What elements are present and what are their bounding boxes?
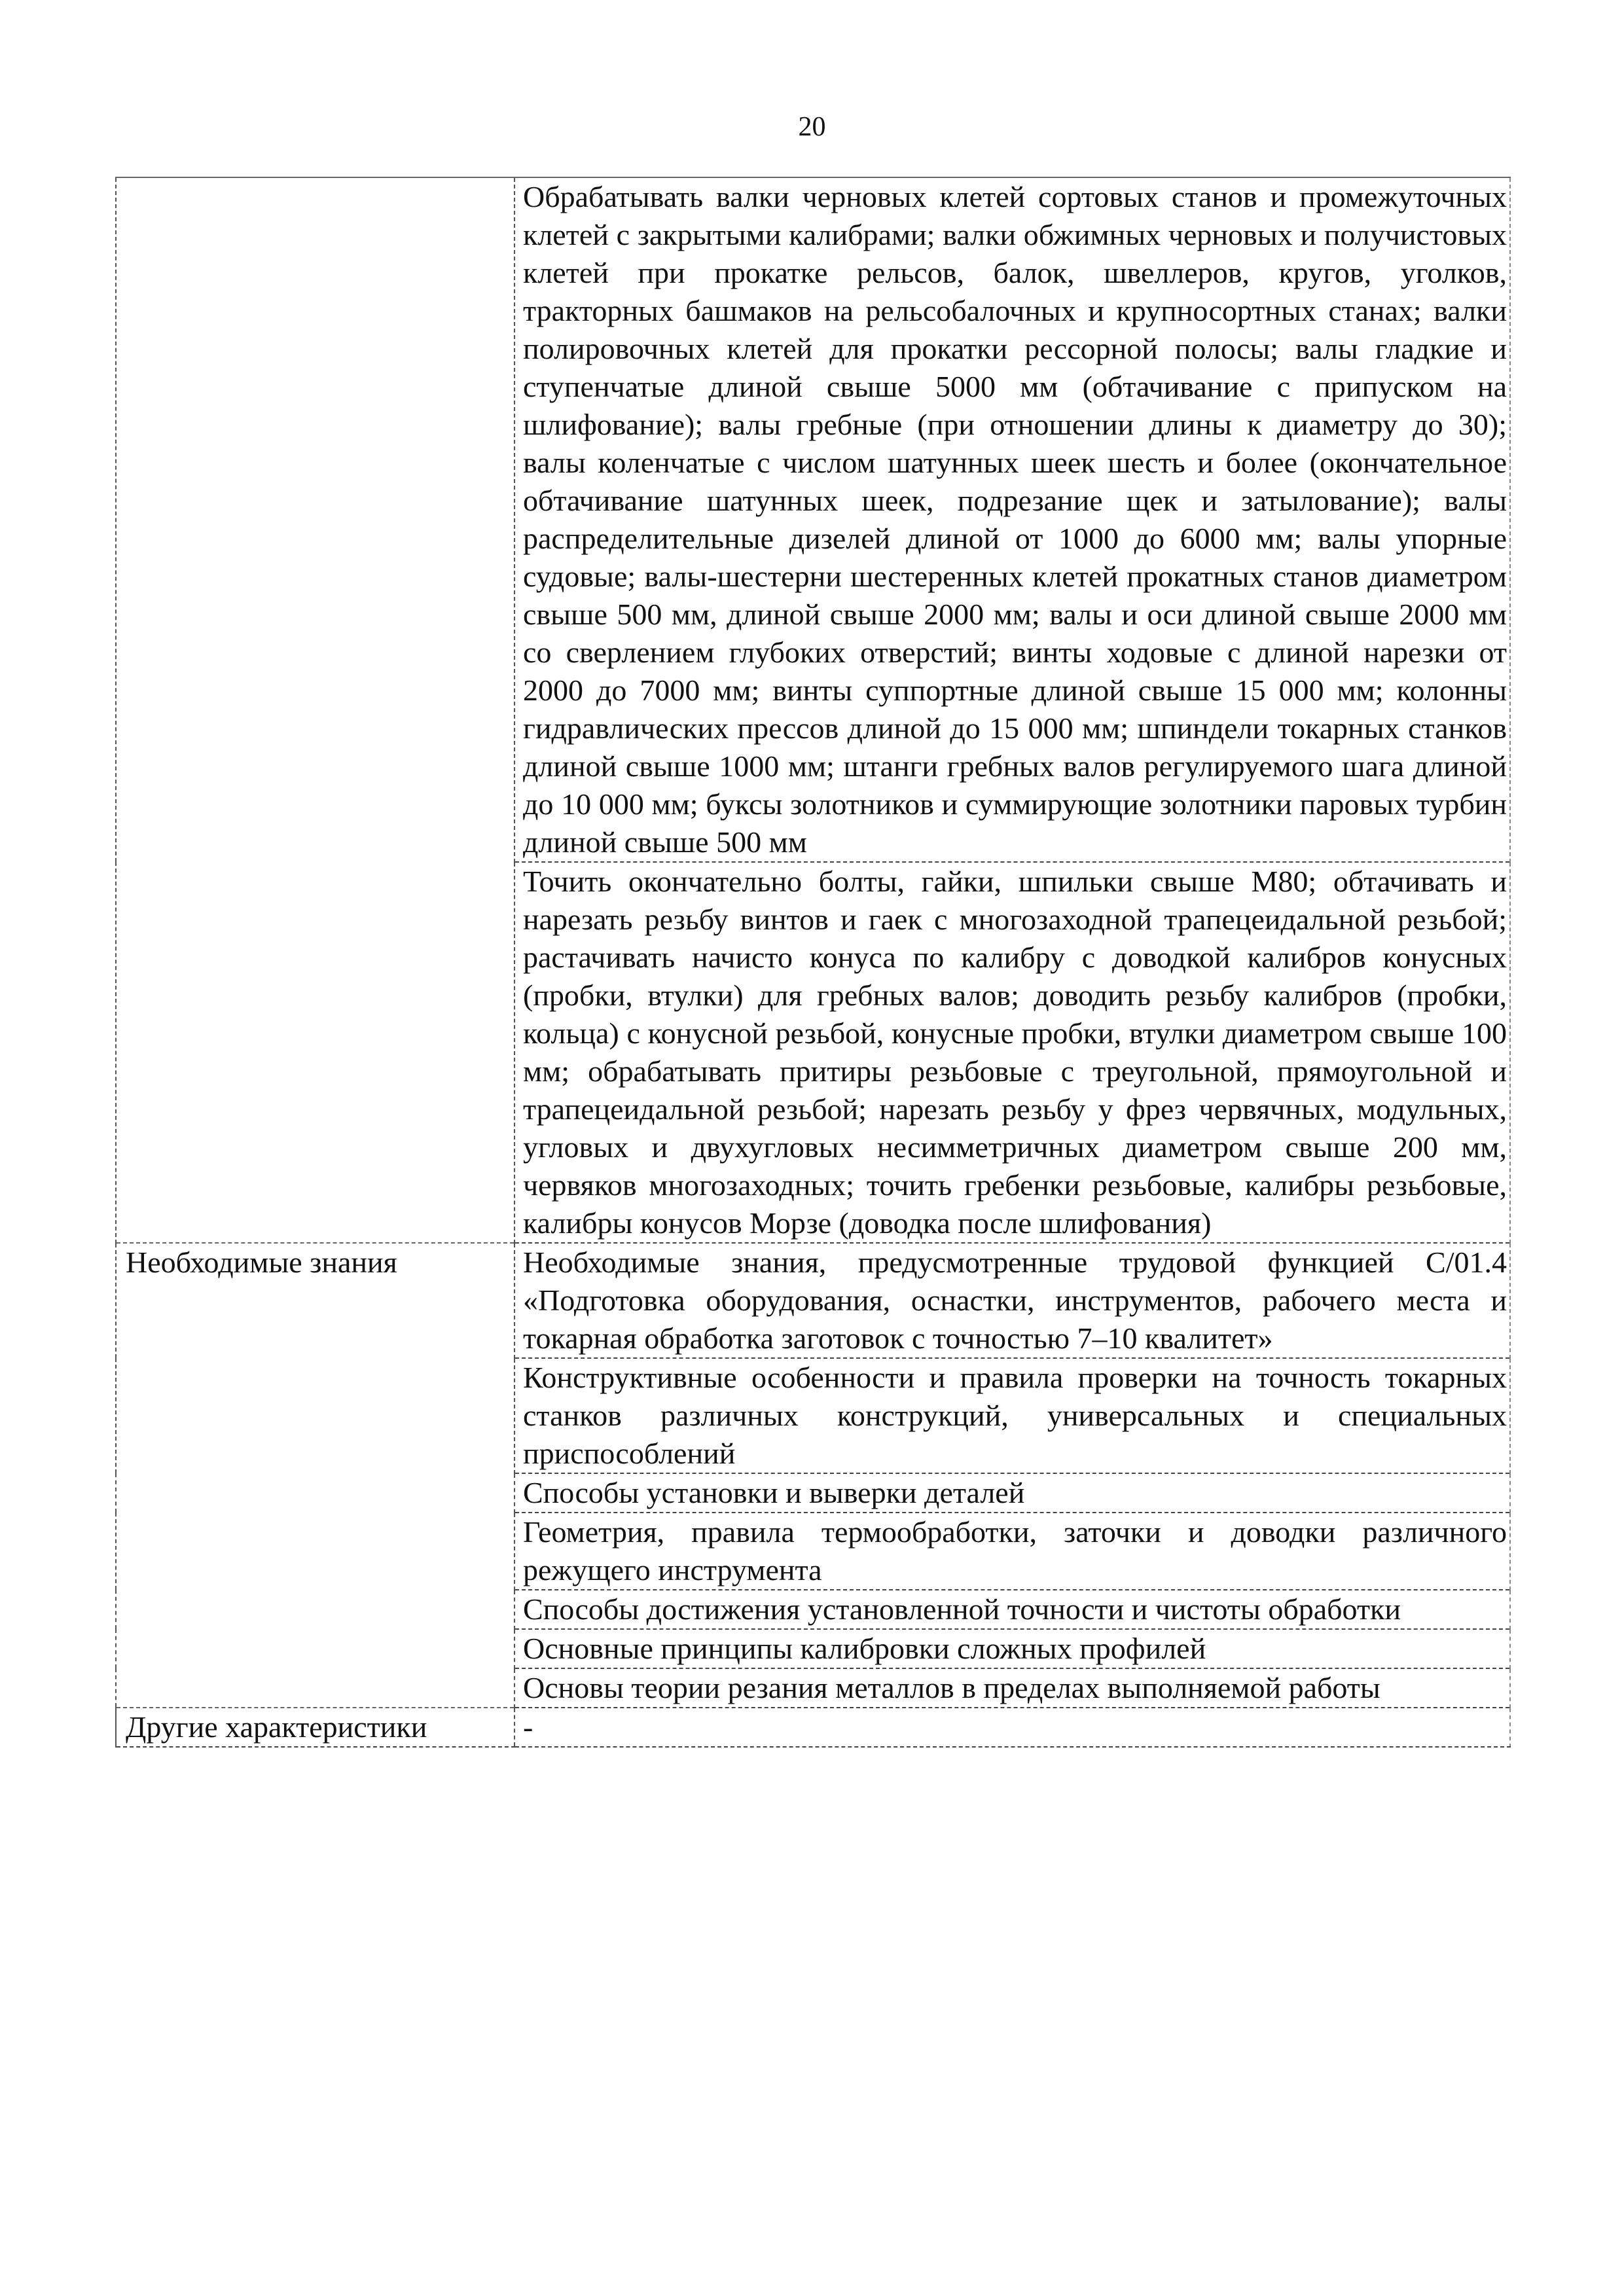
page-number: 20: [798, 112, 826, 142]
skills-label-cell: [116, 177, 514, 1243]
competency-table: [115, 177, 1511, 1748]
knowledge-item: Необходимые знания, предусмотренные трудовой функцией C/01.4 «Подготовка оборудования, оснастки, инструментов, рабочего места и токарная обработка заготовок с точностью 7–10 квалитет»: [514, 1243, 1510, 1358]
knowledge-item: Конструктивные особенности и правила проверки на точность токарных станков различных конструкций, универсальных и специальных приспособлений: [514, 1358, 1510, 1473]
knowledge-item: Способы установки и выверки деталей: [514, 1473, 1510, 1513]
skill-item: Обрабатывать валки черновых клетей сортовых станов и промежуточных клетей с закрытыми калибрами; валки обжимных черновых и получистовых клетей при прокатке рельсов, балок, швеллеров, кругов, уголков, тракторных башмаков на рельсобалочных и крупносортных станах; валки полировочных клетей для прокатки рессорной полосы; валы гладкие и ступенчатые длиной свыше 5000 мм (обтачивание с припуском на шлифование); валы гребные (при отношении длины к диаметру до 30); валы коленчатые с числом шатунных шеек шесть и более (окончательное обтачивание шатунных шеек, подрезание щек и затылование); валы распределительные дизелей длиной от 1000 до 6000 мм; валы упорные судовые; валы-шестерни шестеренных клетей прокатных станов диаметром свыше 500 мм, длиной свыше 2000 мм; валы и оси длиной свыше 2000 мм со сверлением глубоких отверстий; винты ходовые с длиной нарезки от 2000 до 7000 мм; винты суппортные длиной свыше 15 000 мм; колонны гидравлических прессов длиной до 15 000 мм; шпиндели токарных станков длиной свыше 1000 мм; штанги гребных валов регулируемого шага длиной до 10 000 мм; буксы золотников и суммирующие золотники паровых турбин длиной свыше 500 мм: [514, 177, 1510, 862]
knowledge-item: Основные принципы калибровки сложных профилей: [514, 1629, 1510, 1668]
table-row: [116, 1243, 1510, 1358]
table-row: [116, 177, 1510, 862]
knowledge-label: Необходимые знания: [116, 1243, 514, 1708]
knowledge-item: Геометрия, правила термообработки, заточки и доводки различного режущего инструмента: [514, 1513, 1510, 1590]
other-characteristics-value: -: [514, 1708, 1510, 1747]
table-row: [116, 1708, 1510, 1747]
knowledge-item: Основы теории резания металлов в пределах выполняемой работы: [514, 1668, 1510, 1708]
other-characteristics-label: Другие характеристики: [116, 1708, 514, 1747]
skill-item: Точить окончательно болты, гайки, шпильки свыше М80; обтачивать и нарезать резьбу винтов и гаек с многозаходной трапецеидальной резьбой; растачивать начисто конуса по калибру с доводкой калибров конусных (пробки, втулки) для гребных валов; доводить резьбу калибров (пробки, кольца) с конусной резьбой, конусные пробки, втулки диаметром свыше 100 мм; обрабатывать притиры резьбовые с треугольной, прямоугольной и трапецеидальной резьбой; нарезать резьбу у фрез червячных, модульных, угловых и двухугловых несимметричных диаметром свыше 200 мм, червяков многозаходных; точить гребенки резьбовые, калибры резьбовые, калибры конусов Морзе (доводка после шлифования): [514, 862, 1510, 1243]
knowledge-item: Способы достижения установленной точности и чистоты обработки: [514, 1590, 1510, 1629]
